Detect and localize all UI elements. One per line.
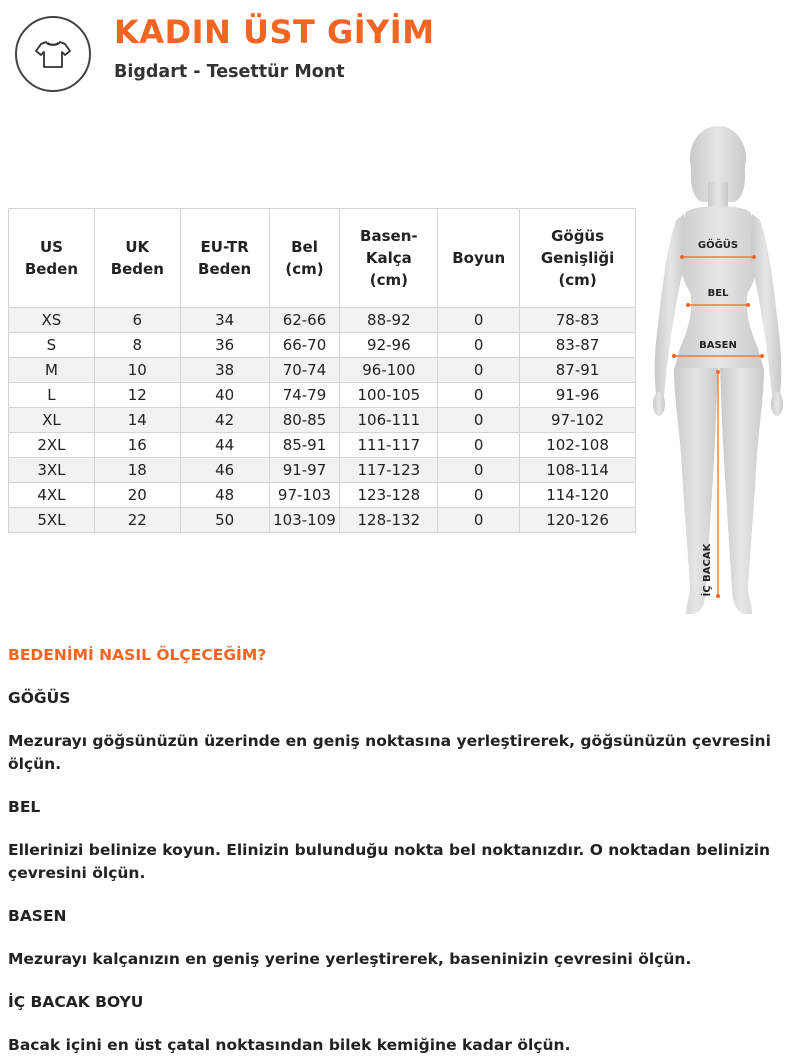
table-body <box>9 308 636 533</box>
table-cell: 96-100 <box>340 358 438 383</box>
table-cell: 108-114 <box>520 458 636 483</box>
table-cell: 14 <box>94 408 180 433</box>
guide-sections <box>8 687 792 1056</box>
table-cell: 62-66 <box>269 308 340 333</box>
table-cell: 117-123 <box>340 458 438 483</box>
column-header-line: Kalça <box>365 249 412 267</box>
table-cell: 128-132 <box>340 508 438 533</box>
column-header-line: US <box>39 238 63 256</box>
table-cell: 102-108 <box>520 433 636 458</box>
guide-section-title: İÇ BACAK BOYU <box>8 993 144 1011</box>
table-cell: 0 <box>438 308 520 333</box>
table-cell: 85-91 <box>269 433 340 458</box>
table-cell: 83-87 <box>520 333 636 358</box>
table-cell: 100-105 <box>340 383 438 408</box>
table-cell: 0 <box>438 383 520 408</box>
table-cell: 3XL <box>9 458 95 483</box>
guide-section-text: Ellerinizi belinize koyun. Elinizin bulunduğu nokta bel noktanızdır. O noktadan belinizin çevresini ölçün. <box>8 841 771 882</box>
page-title: KADIN ÜST GİYİM <box>114 13 435 51</box>
tshirt-icon <box>15 16 91 92</box>
table-cell: 5XL <box>9 508 95 533</box>
table-row <box>9 308 636 333</box>
table-cell: 91-97 <box>269 458 340 483</box>
body-measurement-figure <box>640 120 800 620</box>
table-cell: 114-120 <box>520 483 636 508</box>
table-cell: 22 <box>94 508 180 533</box>
table-cell: 4XL <box>9 483 95 508</box>
table-cell: XL <box>9 408 95 433</box>
table-cell: XS <box>9 308 95 333</box>
table-cell: 111-117 <box>340 433 438 458</box>
table-row <box>9 333 636 358</box>
column-header <box>269 209 340 308</box>
table-cell: 36 <box>180 333 269 358</box>
column-header-line: Bel <box>291 238 318 256</box>
table-cell: 34 <box>180 308 269 333</box>
table-cell: 88-92 <box>340 308 438 333</box>
table-cell: 38 <box>180 358 269 383</box>
table-cell: 120-126 <box>520 508 636 533</box>
column-header <box>340 209 438 308</box>
table-cell: 18 <box>94 458 180 483</box>
table-cell: 97-102 <box>520 408 636 433</box>
table-cell: 0 <box>438 333 520 358</box>
guide-section-text: Mezurayı göğsünüzün üzerinde en geniş noktasına yerleştirerek, göğsünüzün çevresini ölçün. <box>8 732 771 773</box>
table-cell: 12 <box>94 383 180 408</box>
table-cell: 46 <box>180 458 269 483</box>
table-row <box>9 408 636 433</box>
column-header-line: Beden <box>24 260 79 278</box>
table-cell: 42 <box>180 408 269 433</box>
table-cell: 78-83 <box>520 308 636 333</box>
table-cell: 0 <box>438 458 520 483</box>
guide-section-text: Bacak içini en üst çatal noktasından bilek kemiğine kadar ölçün. <box>8 1036 571 1054</box>
guide-heading: BEDENİMİ NASIL ÖLÇECEĞİM? <box>8 646 267 664</box>
column-header <box>180 209 269 308</box>
column-header-line: Genişliği <box>540 249 615 267</box>
table-row <box>9 358 636 383</box>
column-header-line: (cm) <box>369 271 408 289</box>
table-cell: 40 <box>180 383 269 408</box>
waist-label: BEL <box>707 288 729 299</box>
column-header-line: Beden <box>198 260 252 278</box>
table-cell: L <box>9 383 95 408</box>
column-header-line: Göğüs <box>551 227 605 245</box>
guide-section-text: Mezurayı kalçanızın en geniş yerine yerleştirerek, baseninizin çevresini ölçün. <box>8 950 692 968</box>
column-header-line: (cm) <box>558 271 597 289</box>
table-cell: 66-70 <box>269 333 340 358</box>
column-header-line: Basen- <box>360 227 418 245</box>
page-subtitle: Bigdart - Tesettür Mont <box>114 62 345 82</box>
table-header-row <box>9 209 636 308</box>
table-row <box>9 383 636 408</box>
table-cell: 20 <box>94 483 180 508</box>
measurement-guide <box>8 644 792 1056</box>
table-cell: 103-109 <box>269 508 340 533</box>
guide-section-title: BEL <box>8 798 41 816</box>
table-cell: 91-96 <box>520 383 636 408</box>
table-row <box>9 458 636 483</box>
column-header-line: Boyun <box>452 249 506 267</box>
table-cell: 0 <box>438 358 520 383</box>
table-cell: 0 <box>438 408 520 433</box>
column-header-line: EU-TR <box>200 238 249 256</box>
table-cell: 80-85 <box>269 408 340 433</box>
table-cell: 6 <box>94 308 180 333</box>
table-cell: 74-79 <box>269 383 340 408</box>
hip-label: BASEN <box>699 340 737 351</box>
table-cell: 48 <box>180 483 269 508</box>
table-cell: S <box>9 333 95 358</box>
table-cell: 0 <box>438 483 520 508</box>
table-row <box>9 433 636 458</box>
guide-section-title: BASEN <box>8 907 67 925</box>
column-header <box>94 209 180 308</box>
inseam-label: İÇ BACAK <box>702 543 713 597</box>
table-cell: 44 <box>180 433 269 458</box>
table-cell: 50 <box>180 508 269 533</box>
table-row <box>9 508 636 533</box>
size-table <box>8 208 636 533</box>
table-cell: 106-111 <box>340 408 438 433</box>
body-silhouette <box>640 120 800 620</box>
column-header-line: (cm) <box>285 260 324 278</box>
table-cell: 70-74 <box>269 358 340 383</box>
table-row <box>9 483 636 508</box>
table-cell: 16 <box>94 433 180 458</box>
table-cell: 8 <box>94 333 180 358</box>
table-cell: 87-91 <box>520 358 636 383</box>
table-cell: 97-103 <box>269 483 340 508</box>
column-header <box>438 209 520 308</box>
table-cell: M <box>9 358 95 383</box>
table-cell: 2XL <box>9 433 95 458</box>
table-cell: 0 <box>438 508 520 533</box>
table-cell: 123-128 <box>340 483 438 508</box>
column-header <box>520 209 636 308</box>
chest-label: GÖĞÜS <box>697 240 739 251</box>
column-header <box>9 209 95 308</box>
table-cell: 0 <box>438 433 520 458</box>
table-cell: 10 <box>94 358 180 383</box>
column-header-line: UK <box>125 238 150 256</box>
guide-section-title: GÖĞÜS <box>8 689 71 707</box>
table-cell: 92-96 <box>340 333 438 358</box>
column-header-line: Beden <box>110 260 164 278</box>
